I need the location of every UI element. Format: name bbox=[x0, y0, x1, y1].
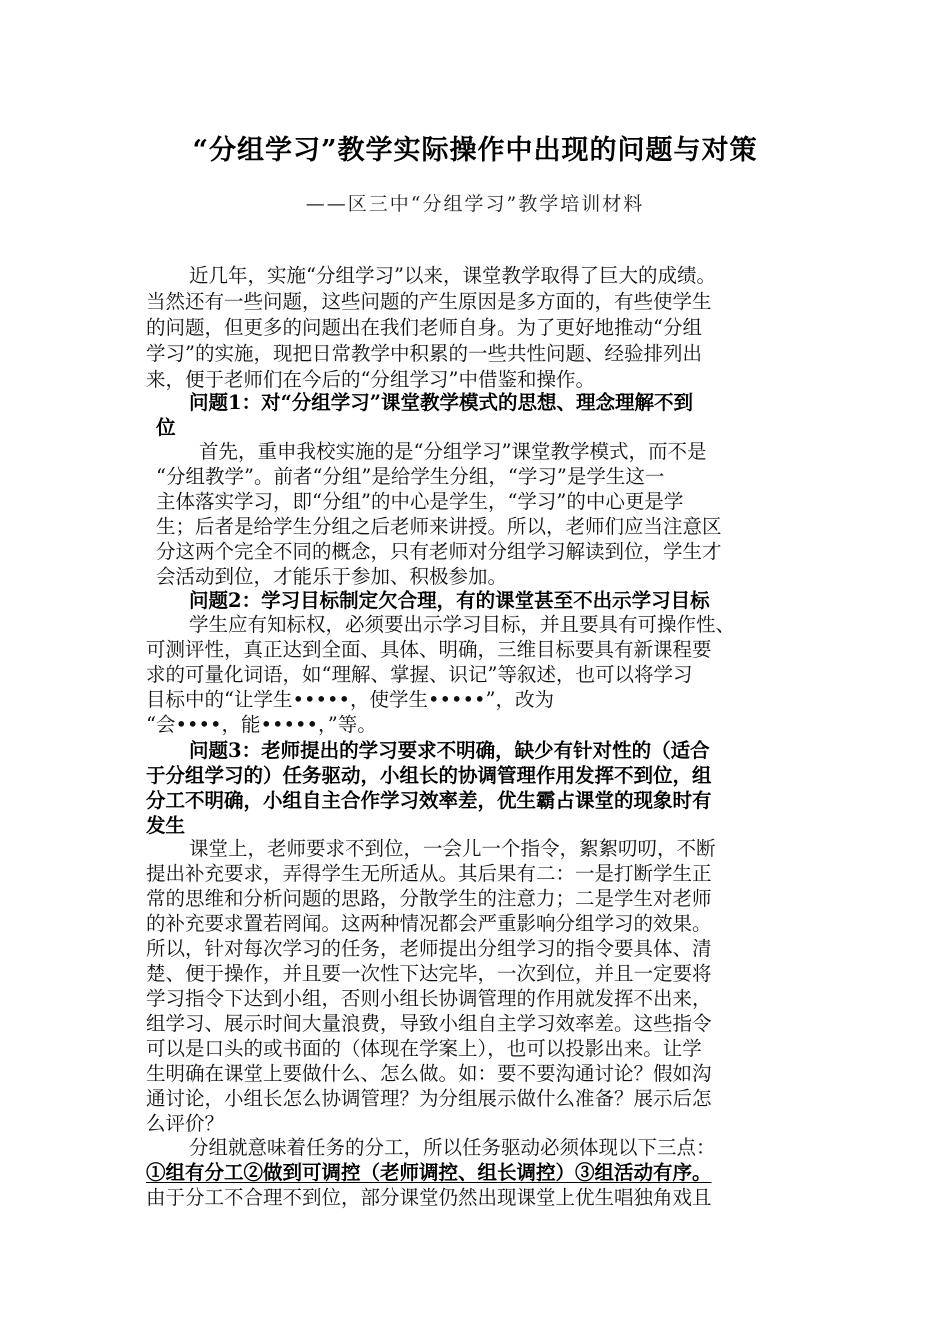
problem-3-heading: 问题3：老师提出的学习要求不明确，缺少有针对性的（适合 bbox=[189, 739, 710, 762]
text-line: 目标中的“让学生•••••，使学生•••••”，改为 bbox=[146, 688, 554, 711]
text-line: 学习”的实施，现把日常教学中积累的一些共性问题、经验排列出 bbox=[146, 342, 702, 365]
text-line: 楚、便于操作，并且要一次性下达完毕，一次到位，并且一定要将 bbox=[146, 962, 712, 985]
problem-3-heading-cont: 发生 bbox=[146, 814, 186, 837]
problem-1-heading-cont: 位 bbox=[156, 416, 176, 439]
text-line: 提出补充要求，弄得学生无所适从。其后果有二：一是打断学生正 bbox=[146, 862, 712, 885]
text-line: 会活动到位，才能乐于参加、积极参加。 bbox=[156, 565, 508, 588]
text-line: 的问题，但更多的问题出在我们老师自身。为了更好地推动“分组 bbox=[146, 316, 702, 339]
text-line: 常的思维和分析问题的思路，分散学生的注意力；二是学生对老师 bbox=[146, 887, 712, 910]
text-line: 学生应有知标权，必须要出示学习目标，并且要具有可操作性、 bbox=[189, 613, 736, 636]
text-line: 组学习、展示时间大量浪费，导致小组自主学习效率差。这些指令 bbox=[146, 1012, 712, 1035]
text-line: 的补充要求置若罔闻。这两种情况都会严重影响分组学习的效果。 bbox=[146, 912, 712, 935]
text-line: 由于分工不合理不到位，部分课堂仍然出现课堂上优生唱独角戏且 bbox=[146, 1186, 712, 1209]
text-line: “分组教学”。前者“分组”是给学生分组，“学习”是学生这一 bbox=[156, 465, 665, 488]
problem-2-heading: 问题2：学习目标制定欠合理，有的课堂甚至不出示学习目标 bbox=[189, 589, 710, 612]
key-points-line: ①组有分工②做到可调控（老师调控、组长调控）③组活动有序。 bbox=[146, 1161, 712, 1184]
text-line: 求的可量化词语，如“理解、掌握、识记”等叙述，也可以将学习 bbox=[146, 663, 693, 686]
text-line: 主体落实学习，即“分组”的中心是学生，“学习”的中心更是学 bbox=[156, 490, 684, 513]
text-line: “会••••，能•••••，”等。 bbox=[146, 713, 377, 736]
text-line: 当然还有一些问题，这些问题的产生原因是多方面的，有些使学生 bbox=[146, 290, 712, 313]
text-line: 生明确在课堂上要做什么、怎么做。如：要不要沟通讨论？假如沟 bbox=[146, 1062, 712, 1085]
problem-3-heading-cont: 于分组学习的）任务驱动，小组长的协调管理作用发挥不到位，组 bbox=[146, 764, 712, 787]
text-line: 课堂上，老师要求不到位，一会儿一个指令，絮絮叨叨，不断 bbox=[189, 837, 716, 860]
text-line: 来，便于老师们在今后的“分组学习”中借鉴和操作。 bbox=[146, 368, 595, 391]
text-line: 么评价？ bbox=[146, 1112, 225, 1135]
text-line: 分这两个完全不同的概念，只有老师对分组学习解读到位，学生才 bbox=[156, 540, 722, 563]
text-line: 可以是口头的或书面的（体现在学案上），也可以投影出来。让学 bbox=[146, 1037, 702, 1060]
text-line: 可测评性，真正达到全面、具体、明确，三维目标要具有新课程要 bbox=[146, 638, 712, 661]
problem-1-heading: 问题1：对“分组学习”课堂教学模式的思想、理念理解不到 bbox=[189, 391, 694, 414]
problem-3-heading-cont: 分工不明确，小组自主合作学习效率差，优生霸占课堂的现象时有 bbox=[146, 789, 712, 812]
text-line: 所以，针对每次学习的任务，老师提出分组学习的指令要具体、清 bbox=[146, 937, 712, 960]
text-line: 通讨论，小组长怎么协调管理？为分组展示做什么准备？展示后怎 bbox=[146, 1087, 712, 1110]
text-line: 近几年，实施“分组学习”以来，课堂教学取得了巨大的成绩。 bbox=[189, 264, 716, 287]
text-line: 生；后者是给学生分组之后老师来讲授。所以，老师们应当注意区 bbox=[156, 515, 722, 538]
document-title: “分组学习”教学实际操作中出现的问题与对策 bbox=[192, 135, 758, 166]
document-subtitle: ——区三中“分组学习”教学培训材料 bbox=[305, 193, 645, 215]
text-line: 分组就意味着任务的分工，所以任务驱动必须体现以下三点： bbox=[189, 1136, 716, 1159]
text-line: 学习指令下达到小组，否则小组长协调管理的作用就发挥不出来， bbox=[146, 987, 712, 1010]
text-line: 首先，重申我校实施的是“分组学习”课堂教学模式，而不是 bbox=[199, 440, 707, 463]
